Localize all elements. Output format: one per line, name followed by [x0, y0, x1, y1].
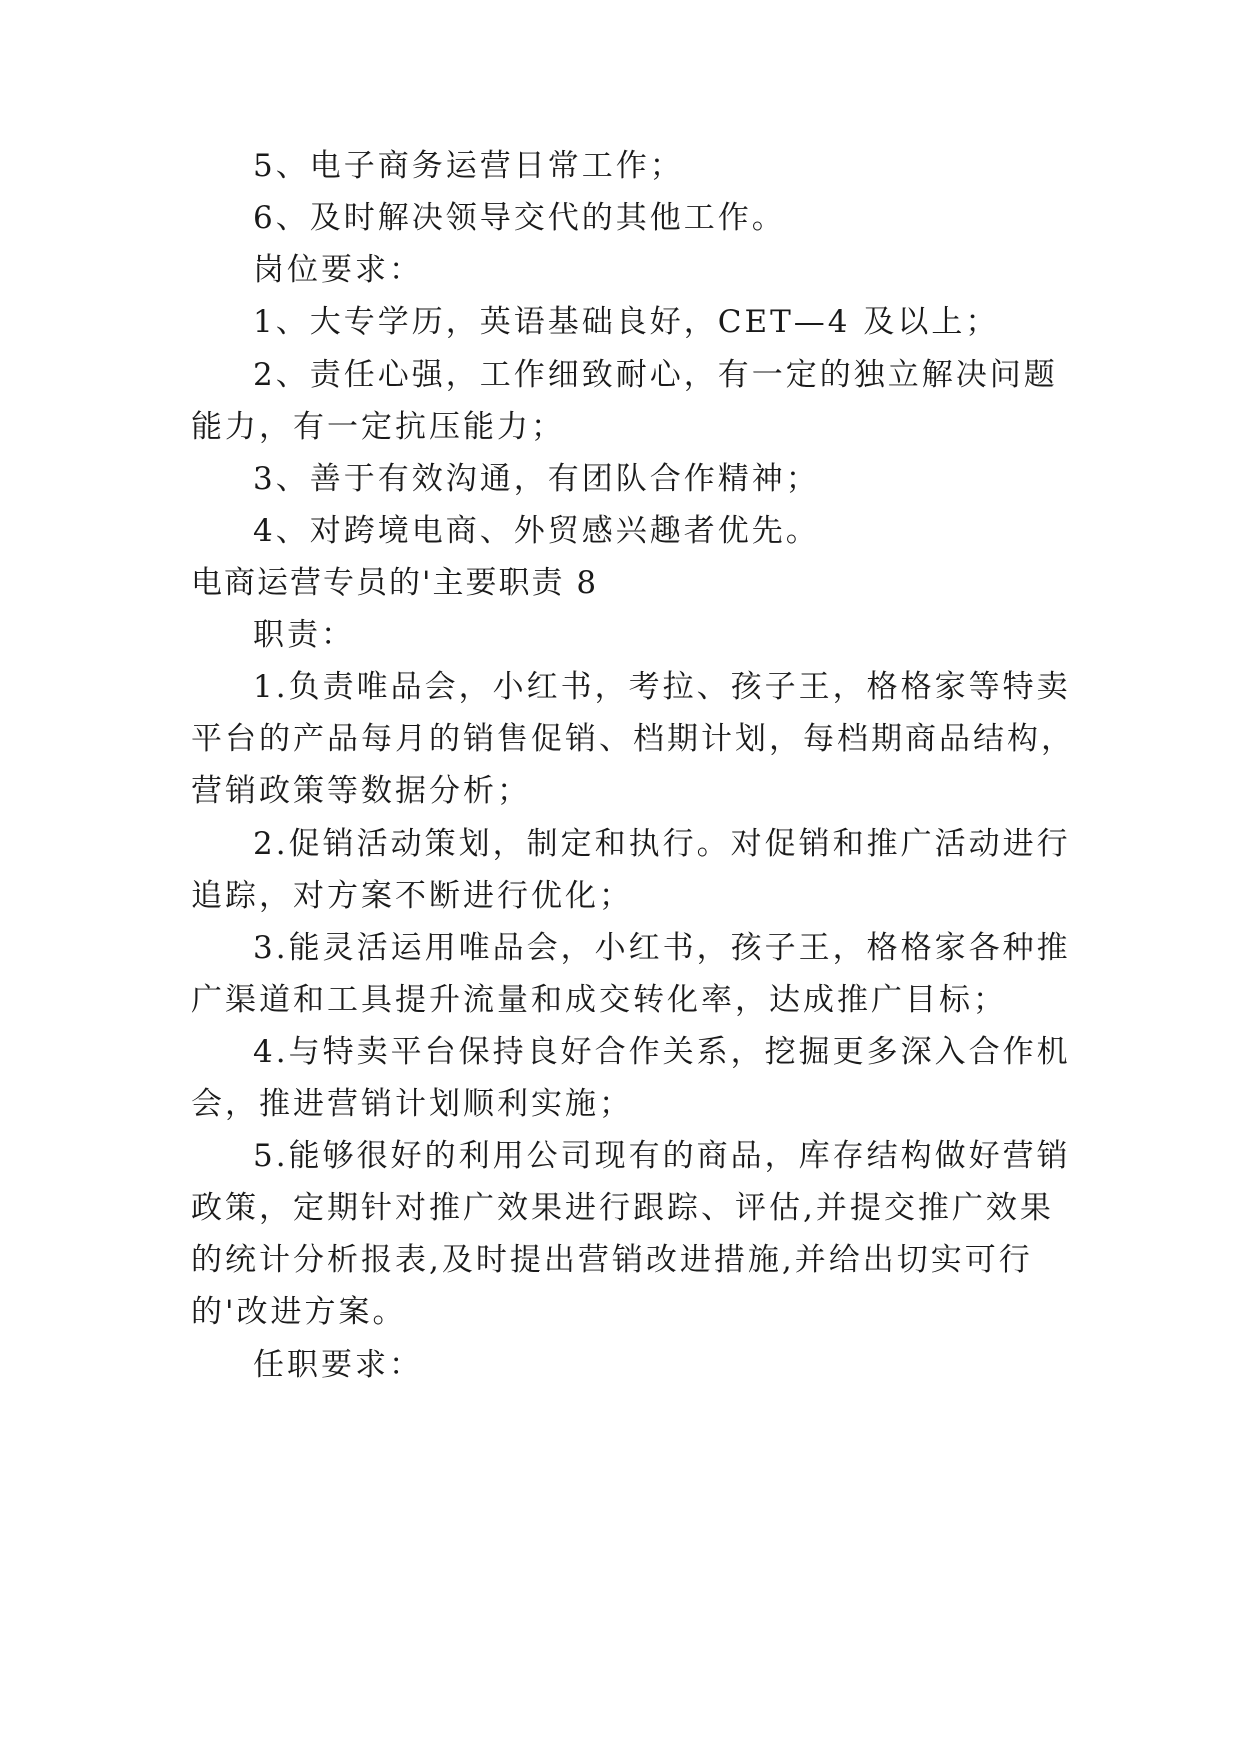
duty-5-line-2: 政策，定期针对推广效果进行跟踪、评估,并提交推广效果	[191, 1190, 1054, 1226]
duty-5-line-1: 5.能够很好的利用公司现有的商品，库存结构做好营销	[253, 1138, 1071, 1174]
duty-1-line-1: 1.负责唯品会，小红书，考拉、孩子王，格格家等特卖	[253, 669, 1071, 705]
requirements-label: 岗位要求：	[253, 252, 423, 288]
job-requirements-label: 任职要求：	[253, 1347, 423, 1383]
duty-item-6: 6、及时解决领导交代的其他工作。	[253, 200, 786, 236]
duty-3-line-1: 3.能灵活运用唯品会，小红书，孩子王，格格家各种推	[253, 930, 1071, 966]
duty-2-line-1: 2.促销活动策划，制定和执行。对促销和推广活动进行	[253, 826, 1071, 862]
requirement-item-1: 1、大专学历，英语基础良好，CET—4 及以上；	[253, 304, 1000, 340]
duty-4-line-2: 会，推进营销计划顺利实施；	[191, 1086, 633, 1122]
duty-5-line-3: 的统计分析报表,及时提出营销改进措施,并给出切实可行	[191, 1242, 1033, 1278]
requirement-item-4: 4、对跨境电商、外贸感兴趣者优先。	[253, 513, 820, 549]
requirement-item-3: 3、善于有效沟通，有团队合作精神；	[253, 461, 820, 497]
requirement-item-2-line-1: 2、责任心强，工作细致耐心，有一定的独立解决问题	[253, 357, 1058, 393]
duty-2-line-2: 追踪，对方案不断进行优化；	[191, 878, 633, 914]
requirement-item-2-line-2: 能力，有一定抗压能力；	[191, 409, 565, 445]
duty-3-line-2: 广渠道和工具提升流量和成交转化率，达成推广目标；	[191, 982, 1007, 1018]
duty-1-line-2: 平台的产品每月的销售促销、档期计划，每档期商品结构，	[191, 721, 1075, 757]
duty-item-5: 5、电子商务运营日常工作；	[253, 148, 684, 184]
duty-4-line-1: 4.与特卖平台保持良好合作关系，挖掘更多深入合作机	[253, 1034, 1071, 1070]
duty-1-line-3: 营销政策等数据分析；	[191, 773, 531, 809]
duty-5-line-4: 的'改进方案。	[191, 1294, 407, 1330]
duties-label: 职责：	[253, 617, 355, 653]
section-title: 电商运营专员的'主要职责 8	[191, 565, 599, 601]
